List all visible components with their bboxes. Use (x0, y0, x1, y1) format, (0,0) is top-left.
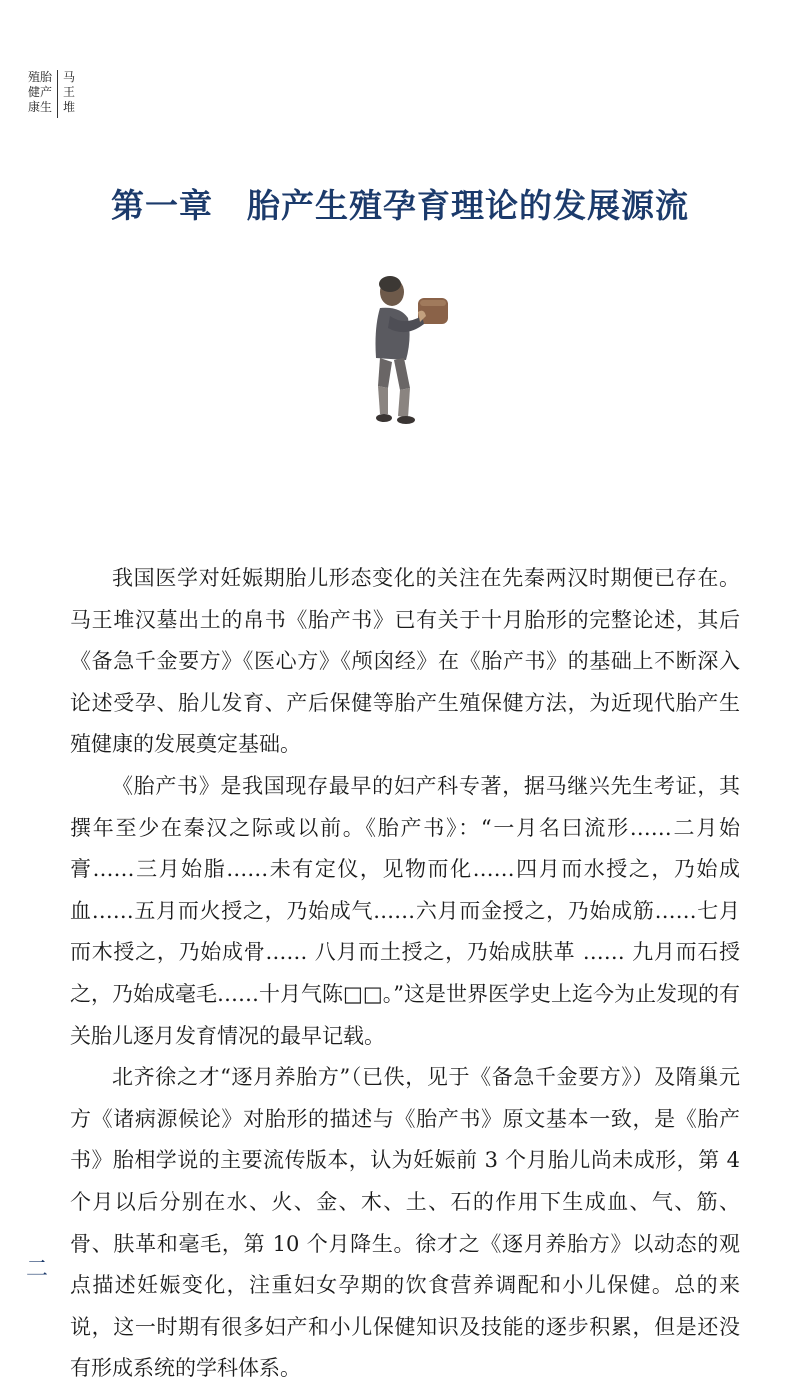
chapter-title (0, 180, 800, 227)
paragraph-2: 《胎产书》是我国现存最早的妇产科专著，据马继兴先生考证，其撰年至少在秦汉之际或以前。《胎产书》：“一月名曰流形……二月始膏……三月始脂……未有定仪，见物而化……四月而水授之，乃始成血……五月而火授之，乃始成气……六月而金授之，乃始成筋……七月而木授之，乃始成骨…… 八月而土授之，乃始成肤革 …… 九月而石授之，乃始成毫毛……十月气陈□□。”这是世界医学史上迄今为止发现的有关胎儿逐月发育情况的最早记载。 (70, 773, 740, 1048)
header-col-left: 殖 健 康 (28, 70, 41, 114)
page-number: 二 (26, 1257, 49, 1282)
running-header (28, 70, 75, 118)
chapter-number: 第一章 (111, 186, 213, 225)
paragraph-1: 我国医学对妊娠期胎儿形态变化的关注在先秦两汉时期便已存在。马王堆汉墓出土的帛书《胎产书》已有关于十月胎形的完整论述，其后《备急千金要方》《医心方》《颅囟经》在《胎产书》的基础上不断深入论述受孕、胎儿发育、产后保健等胎产生殖保健方法，为近现代胎产生殖健康的发展奠定基础。 (70, 566, 740, 757)
paragraph-3: 北齐徐之才“逐月养胎方”（已佚，见于《备急千金要方》）及隋巢元方《诸病源候论》对胎形的描述与《胎产书》原文基本一致，是《胎产书》胎相学说的主要流传版本，认为妊娠前 3 个月胎儿尚未成形，第 4 个月以后分别在水、火、金、木、土、石的作用下生成血、气、筋、骨、肤革和毫毛，第 10 个月降生。徐才之《逐月养胎方》以动态的观点描述妊娠变化，注重妇女孕期的饮食营养调配和小儿保健。总的来说，这一时期有很多妇产和小儿保健知识及技能的逐步积累，但是还没有形成系统的学科体系。 (70, 1065, 740, 1381)
header-col-right: 马 王 堆 (63, 70, 76, 114)
figurine-illustration (360, 268, 470, 428)
body-text (70, 558, 740, 1390)
header-divider (57, 70, 58, 118)
header-col-mid: 胎 产 生 (40, 70, 53, 114)
chapter-heading: 胎产生殖孕育理论的发展源流 (247, 186, 689, 225)
